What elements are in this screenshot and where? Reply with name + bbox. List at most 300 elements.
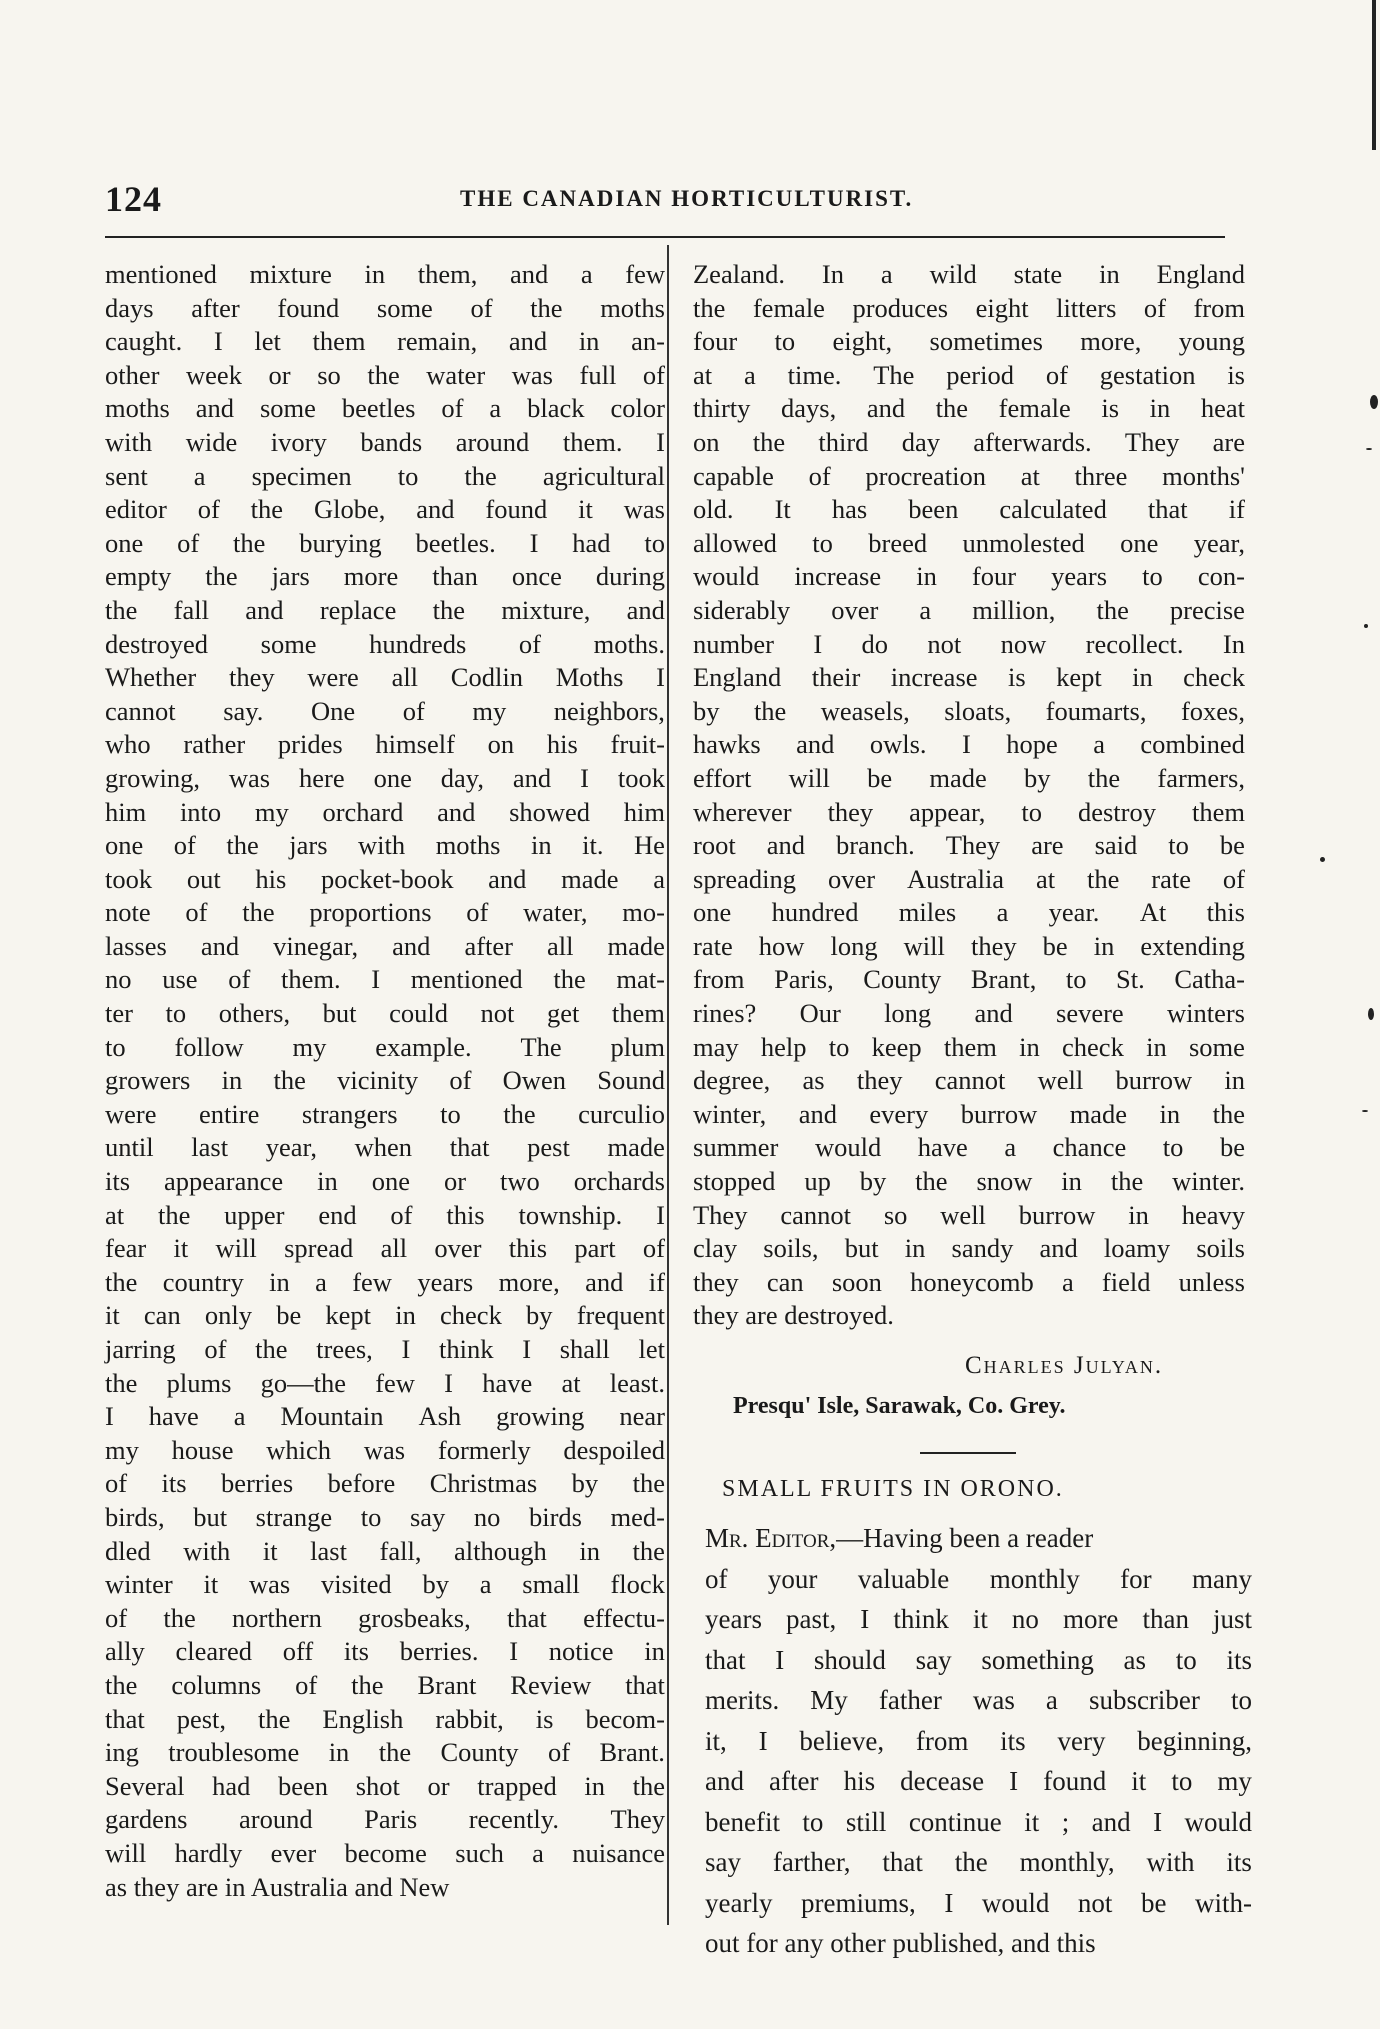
word: be: [1219, 1132, 1245, 1163]
word: I: [1009, 1766, 1019, 1796]
word: from: [693, 964, 745, 995]
word: I: [758, 1725, 768, 1756]
word: to: [105, 1031, 126, 1062]
word: that: [507, 1602, 547, 1633]
word: rate: [1151, 863, 1192, 894]
text-line: [105, 493, 665, 527]
word: jars: [271, 561, 310, 592]
word: cannot: [780, 1199, 851, 1230]
word: northern: [232, 1602, 322, 1633]
word: now: [1000, 628, 1047, 659]
word: agricultural: [542, 460, 665, 491]
word: columns: [171, 1669, 262, 1700]
word: birds,: [105, 1501, 165, 1532]
word: growing: [496, 1401, 585, 1432]
word: loamy: [1103, 1233, 1171, 1264]
word: growers: [105, 1065, 191, 1096]
word: than: [1142, 1604, 1189, 1634]
word: up: [804, 1166, 831, 1197]
text-line: [693, 661, 1245, 695]
word: I: [509, 1636, 519, 1667]
word: the: [1110, 1166, 1144, 1197]
word: trees,: [316, 1334, 373, 1364]
word: one: [371, 1166, 410, 1197]
word: the: [163, 1602, 196, 1633]
word: they: [856, 1065, 903, 1096]
word: It: [774, 494, 791, 525]
text-line: [693, 258, 1245, 292]
text-line: [693, 796, 1245, 830]
text-line: [105, 594, 665, 628]
word: end: [318, 1199, 357, 1230]
word: young: [1178, 326, 1245, 357]
word: a: [1045, 1685, 1058, 1715]
text-line: [105, 1400, 665, 1434]
word: shall: [559, 1334, 610, 1364]
word: the: [1087, 762, 1121, 793]
word: moths: [435, 830, 501, 861]
word: can: [143, 1300, 181, 1331]
word: to: [644, 527, 665, 558]
word: to: [165, 998, 187, 1029]
word: Review: [510, 1669, 592, 1700]
text-line: [705, 1883, 1252, 1924]
word: well: [1037, 1065, 1084, 1096]
word: moths: [600, 292, 665, 323]
word: kept: [325, 1300, 372, 1331]
word: destroyed: [105, 628, 209, 659]
word: some: [1188, 1031, 1245, 1062]
word: were: [105, 1098, 157, 1129]
word: was: [249, 1569, 291, 1600]
word: the: [935, 393, 969, 424]
word: few: [375, 1367, 415, 1398]
word: in: [1093, 930, 1115, 961]
word: its: [161, 1468, 187, 1499]
word: them: [611, 998, 665, 1029]
word: in: [1224, 1065, 1245, 1096]
text-line: [693, 392, 1245, 426]
text-line: [693, 1165, 1245, 1199]
word: as: [1123, 1644, 1147, 1675]
word: to: [1230, 1685, 1252, 1715]
word: a: [653, 863, 665, 894]
word: farther,: [772, 1847, 851, 1877]
word: the: [632, 1770, 665, 1801]
word: was: [228, 762, 271, 793]
text-line: [693, 1098, 1245, 1132]
word: it: [1131, 1766, 1147, 1796]
word: a: [479, 1569, 492, 1600]
section-opening: Mr. Editor,: [705, 1523, 837, 1553]
word: allowed: [693, 527, 777, 558]
word: its: [1000, 1725, 1026, 1756]
word: flock: [610, 1569, 665, 1600]
word: field: [1101, 1266, 1151, 1297]
word: to: [440, 1098, 461, 1129]
word: of: [197, 494, 220, 525]
word: around: [238, 1804, 313, 1835]
word: heavy: [1181, 1199, 1245, 1230]
word: eight,: [832, 326, 893, 357]
word: just: [1212, 1604, 1252, 1634]
word: a: [315, 1266, 327, 1297]
word: jars: [289, 830, 328, 861]
section-title: SMALL FRUITS IN ORONO.: [722, 1476, 1064, 1502]
word: three: [1074, 460, 1128, 491]
word: My: [810, 1685, 848, 1715]
word: and: [626, 594, 665, 625]
word: but: [193, 1501, 228, 1532]
word: ever: [270, 1837, 317, 1868]
location: Presqu' Isle, Sarawak, Co. Grey.: [733, 1393, 1066, 1419]
text-line: [105, 1803, 665, 1837]
word: by: [1024, 762, 1051, 793]
text-line: [105, 963, 665, 997]
word: snow: [976, 1166, 1033, 1197]
word: Moths: [555, 662, 624, 693]
word: a: [532, 1837, 544, 1868]
word: the: [753, 695, 787, 726]
margin-mark: [1362, 1110, 1368, 1112]
word: the: [105, 1669, 138, 1700]
word: in: [1149, 393, 1171, 424]
word: the: [351, 1669, 384, 1700]
word: wild: [929, 259, 977, 289]
text-line: [105, 1467, 665, 1501]
word: will: [105, 1837, 147, 1868]
word: are: [1212, 426, 1245, 457]
word: in: [644, 1636, 665, 1667]
word: I: [813, 628, 823, 659]
word: say: [915, 1644, 952, 1675]
word: small: [522, 1569, 580, 1600]
word: They: [693, 1199, 748, 1230]
word: of: [547, 1737, 571, 1768]
word: but: [322, 998, 357, 1029]
word: the: [105, 1367, 138, 1398]
word: is: [1227, 359, 1245, 390]
word: I: [213, 326, 223, 357]
word: birds: [528, 1501, 582, 1532]
word: They: [610, 1804, 665, 1835]
word: in: [1146, 1031, 1167, 1062]
word: that: [105, 1703, 145, 1734]
word: its: [1226, 1644, 1252, 1675]
word: some: [259, 393, 316, 424]
word: afterwards.: [973, 426, 1092, 457]
word: root: [693, 830, 736, 861]
word: the: [378, 1737, 412, 1768]
word: and: [416, 494, 455, 525]
word: day: [901, 426, 940, 457]
word: say: [705, 1847, 741, 1877]
word: I: [656, 1199, 665, 1230]
word: was: [363, 1434, 406, 1465]
word: but: [844, 1233, 879, 1264]
text-line: [105, 1165, 665, 1199]
word: him: [105, 796, 147, 827]
word: kept: [1056, 662, 1102, 693]
text-line: [693, 1299, 1245, 1333]
word: help: [760, 1031, 807, 1062]
word: it.: [582, 830, 604, 861]
word: sloats,: [944, 695, 1012, 726]
word: four: [971, 561, 1017, 592]
word: the: [255, 1334, 288, 1364]
text-line: [693, 1232, 1245, 1266]
word: plums: [166, 1367, 232, 1398]
word: and: [512, 762, 552, 793]
word: last: [191, 1132, 229, 1163]
word: soils,: [763, 1233, 819, 1264]
word: to: [1142, 561, 1163, 592]
word: precise: [1169, 594, 1245, 625]
word: I: [444, 1367, 453, 1398]
word: took: [617, 762, 665, 793]
word: moths: [105, 393, 170, 424]
word: should: [813, 1644, 886, 1675]
word: to: [1171, 1766, 1193, 1796]
word: with: [1146, 1847, 1195, 1877]
word: follow: [174, 1031, 244, 1062]
word: soon: [831, 1266, 882, 1297]
word: and: [488, 863, 527, 894]
word: on: [693, 426, 720, 457]
word: the: [157, 1199, 191, 1230]
word: and: [392, 930, 431, 961]
word: get: [546, 998, 580, 1029]
text-line: [693, 325, 1245, 359]
word: con-: [1197, 561, 1245, 592]
word: beetles: [341, 393, 416, 424]
word: County: [863, 964, 942, 995]
word: them.: [562, 426, 623, 457]
word: yearly: [705, 1887, 773, 1918]
word: so: [883, 1199, 908, 1230]
word: over: [434, 1233, 482, 1264]
word: winter: [105, 1569, 173, 1600]
text-line: [705, 1518, 1252, 1559]
word: million,: [972, 594, 1056, 625]
word: that: [449, 1132, 490, 1163]
word: hawks: [693, 729, 761, 760]
word: the: [242, 897, 275, 928]
word: spreading: [693, 863, 797, 894]
word: of: [1222, 863, 1245, 894]
word: after: [464, 930, 513, 961]
word: at: [105, 1199, 125, 1230]
word: a: [1004, 1132, 1017, 1163]
word: it: [972, 1604, 988, 1634]
word: Our: [799, 998, 841, 1029]
word: would: [1184, 1806, 1252, 1837]
word: and: [508, 326, 548, 357]
margin-mark: [1370, 395, 1378, 409]
word: Brant.: [599, 1737, 665, 1768]
word: the: [273, 1065, 306, 1096]
word: cannot: [934, 1065, 1006, 1096]
word: said: [1094, 830, 1138, 861]
text-line: [693, 1031, 1245, 1065]
word: say.: [223, 695, 264, 726]
word: found: [277, 292, 340, 323]
word: farmers,: [1157, 762, 1245, 793]
word: County: [440, 1737, 519, 1768]
word: use: [162, 964, 198, 995]
text-line: [105, 527, 665, 561]
text-line: [105, 426, 665, 460]
word: that: [1147, 494, 1188, 525]
word: the: [1096, 594, 1129, 625]
word: once: [511, 561, 562, 592]
word: increase: [890, 662, 978, 693]
word: by: [422, 1569, 449, 1600]
word: in: [1128, 1199, 1149, 1230]
word: beetles.: [415, 527, 496, 558]
word: ter: [105, 998, 133, 1029]
word: himself: [375, 729, 455, 760]
word: upper: [224, 1199, 285, 1230]
word: to: [360, 1501, 382, 1532]
word: is: [535, 1703, 554, 1734]
word: the: [915, 1166, 948, 1197]
text-line: [693, 963, 1245, 997]
word: cleared: [175, 1636, 252, 1667]
text-line: [105, 1770, 665, 1804]
text-line: [105, 661, 665, 695]
word: gardens: [105, 1804, 188, 1835]
word: mo-: [622, 897, 665, 928]
word: are: [1031, 830, 1064, 861]
word: at: [1020, 460, 1040, 491]
text-line: [705, 1721, 1252, 1762]
word: fall: [173, 594, 209, 625]
word: and: [195, 393, 235, 424]
word: merits.: [705, 1685, 780, 1715]
word: soils: [1196, 1233, 1245, 1264]
word: his: [843, 1766, 876, 1796]
word: it,: [705, 1725, 727, 1756]
word: neighbors,: [553, 695, 665, 726]
word: this: [1206, 897, 1245, 928]
text-line: [693, 460, 1245, 494]
word: of: [642, 1233, 665, 1264]
text-line: [105, 258, 665, 292]
page-header: [105, 178, 1250, 224]
word: in: [1099, 259, 1120, 289]
word: it: [1024, 1806, 1040, 1837]
page-number: 124: [105, 179, 162, 219]
word: burrow: [960, 1098, 1038, 1129]
word: In: [821, 259, 844, 289]
word: produces: [852, 292, 949, 323]
word: period: [946, 359, 1014, 390]
word: years: [1051, 561, 1108, 592]
word: mentioned: [410, 964, 523, 995]
word: of: [1143, 292, 1166, 323]
word: a: [193, 460, 206, 491]
word: if: [648, 1266, 665, 1297]
text-line: [105, 1098, 665, 1132]
word: until: [105, 1132, 154, 1163]
word: had: [212, 1770, 251, 1801]
word: miles: [898, 897, 957, 928]
word: will: [788, 762, 830, 793]
word: chance: [1052, 1132, 1127, 1163]
word: berries: [221, 1468, 294, 1499]
word: with: [358, 830, 406, 861]
word: unless: [1178, 1266, 1245, 1297]
word: has: [831, 494, 868, 525]
word: of: [390, 1199, 413, 1230]
text-line: [105, 695, 665, 729]
word: nuisance: [572, 1837, 665, 1868]
text-line: [693, 1199, 1245, 1233]
word: how: [758, 930, 805, 961]
word: England: [1156, 259, 1245, 289]
word: they: [693, 1266, 739, 1297]
text-line: [105, 1568, 665, 1602]
word: them: [1191, 796, 1245, 827]
word: of: [1045, 359, 1068, 390]
word: burrow: [1115, 1065, 1193, 1096]
word: such: [455, 1837, 504, 1868]
word: a: [580, 259, 593, 289]
text-line: [105, 359, 665, 393]
word: well: [940, 1199, 986, 1230]
word: took: [105, 863, 153, 894]
word: after: [769, 1766, 819, 1796]
word: the: [1212, 1098, 1245, 1129]
word: believe,: [799, 1725, 885, 1756]
text-line: [105, 1199, 665, 1233]
word: editor: [105, 494, 167, 525]
word: be: [1219, 830, 1245, 861]
margin-mark: [1364, 624, 1368, 628]
word: made: [561, 863, 619, 894]
word: winter,: [693, 1098, 767, 1129]
word: a: [919, 594, 932, 625]
word: the: [233, 527, 266, 558]
word: monthly,: [1019, 1847, 1115, 1877]
word: I: [105, 1401, 114, 1432]
text-line: [105, 997, 665, 1031]
word: fruit-: [610, 729, 665, 760]
word: with: [183, 1535, 231, 1566]
word: and: [866, 393, 906, 424]
word: of: [642, 359, 665, 390]
word: so: [317, 359, 341, 390]
word: no: [1011, 1604, 1039, 1634]
word: in: [578, 326, 600, 357]
word: rines?: [693, 998, 757, 1029]
word: burying: [299, 527, 382, 558]
word: hundreds: [369, 628, 467, 659]
word: the: [752, 426, 786, 457]
word: it: [203, 1569, 219, 1600]
word: and: [200, 930, 240, 961]
text-line: [105, 325, 665, 359]
text-line: [705, 1923, 1252, 1964]
word: bands: [360, 426, 423, 457]
text-line: [105, 560, 665, 594]
word: in: [328, 1737, 350, 1768]
word: it: [105, 1300, 120, 1331]
word: will: [215, 1233, 257, 1264]
word: although: [454, 1535, 547, 1566]
word: and: [705, 1766, 744, 1796]
